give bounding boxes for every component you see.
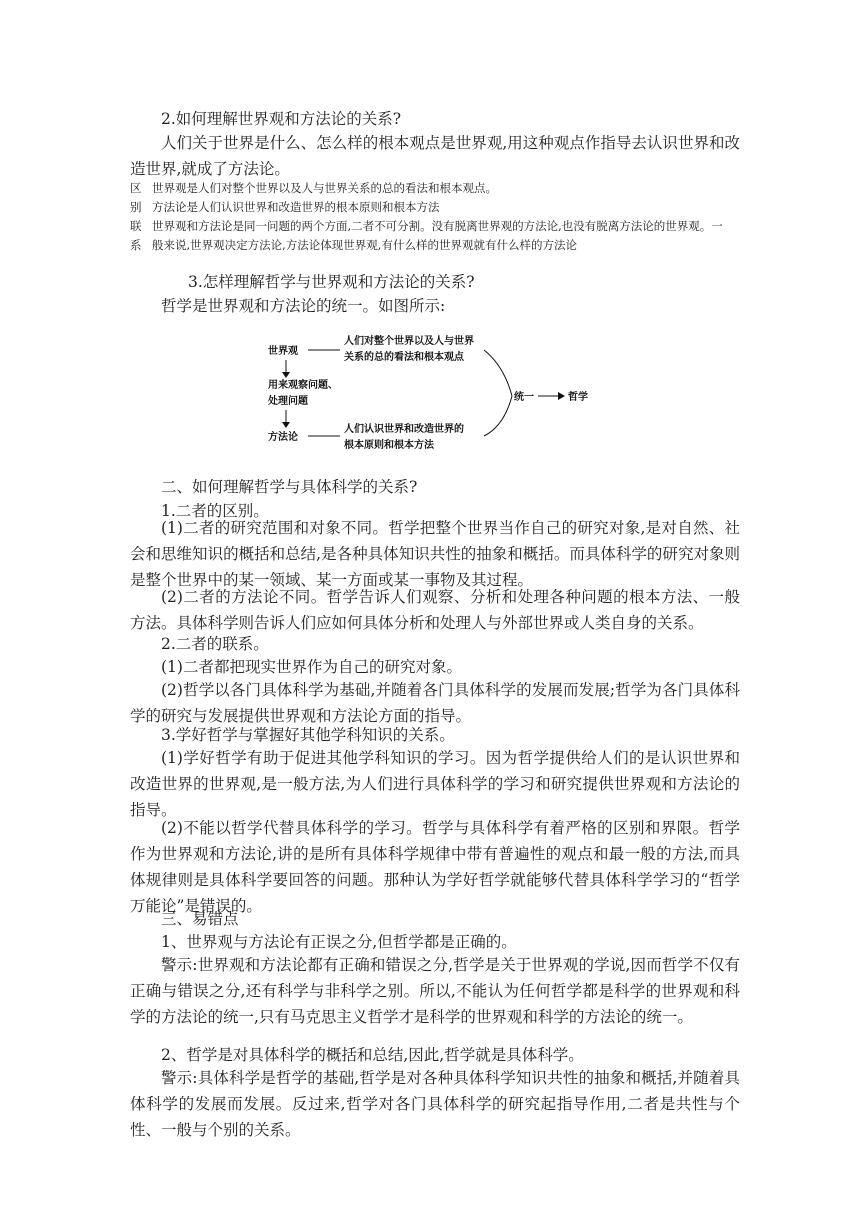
- diagram-use-1: 用来观察问题、: [268, 380, 338, 391]
- section2-s3: 3.学好哲学与掌握好其他学科知识的关系。: [161, 726, 455, 744]
- table-row-label: 区: [130, 181, 142, 195]
- table-row: [130, 198, 740, 217]
- table-row-text: 世界观和方法论是同一问题的两个方面,二者不可分割。没有脱离世界观的方法论,也没有脱离方法论的世界观。一: [152, 219, 723, 233]
- section3-heading: 三、易错点: [161, 910, 239, 928]
- table-row-label: 系: [130, 238, 142, 252]
- diagram-arrowhead: [282, 422, 290, 428]
- table-row: [130, 217, 740, 236]
- diagram-brace-top: [484, 350, 512, 396]
- section2-s2: 2.二者的联系。: [161, 635, 269, 653]
- philosophy-diagram: [262, 326, 602, 458]
- section2-s3-p1: (1)学好哲学有助于促进其他学科知识的学习。因为哲学提供给人们的是认识世界和改造世界的世界观,是一般方法,为人们进行具体科学的学习和研究提供世界观和方法论的指导。: [130, 749, 740, 819]
- section2-s1: 1.二者的区别。: [161, 502, 269, 520]
- section2-s2-p1: (1)二者都把现实世界作为自己的研究对象。: [161, 658, 462, 676]
- table-row-label: 联: [130, 219, 142, 233]
- diagram-arrowhead: [558, 392, 565, 400]
- diagram-brace-bottom: [484, 396, 512, 436]
- q2-body: 人们关于世界是什么、怎么样的根本观点是世界观,用这种观点作指导去认识世界和改造世界,就成了方法论。: [130, 134, 740, 178]
- table-row-text: 世界观是人们对整个世界以及人与世界关系的总的看法和根本观点。: [152, 181, 497, 195]
- section2-s2-p2: (2)哲学以各门具体科学为基础,并随着各门具体科学的发展而发展;哲学为各门具体科学的研究与发展提供世界观和方法论方面的指导。: [130, 681, 740, 725]
- q2-title: 2.如何理解世界观和方法论的关系?: [161, 110, 402, 128]
- section2-heading: 二、如何理解哲学与具体科学的关系?: [161, 478, 418, 496]
- table-row: [130, 179, 740, 198]
- diagram-worldview: 世界观: [268, 346, 298, 357]
- diagram-methodology: 方法论: [268, 432, 298, 443]
- diagram-unity: 统一: [514, 392, 534, 403]
- section2-s1-p2: (2)二者的方法论不同。哲学告诉人们观察、分析和处理各种问题的根本方法、一般方法。具体科学则告诉人们应如何具体分析和处理人与外部世界或人类自身的关系。: [130, 588, 740, 632]
- diagram-use-2: 处理问题: [268, 396, 308, 407]
- diagram-arrowhead: [282, 372, 290, 378]
- section2-s3-p2: (2)不能以哲学代替具体科学的学习。哲学与具体科学有着严格的区别和界限。哲学作为世界观和方法论,讲的是所有具体科学规律中带有普遍性的观点和最一般的方法,而具体规律则是具体科学要回答的问题。那种认为学好哲学就能够代替具体科学学习的“哲学万能论”是错误的。: [130, 819, 740, 915]
- table-row-label: 别: [130, 200, 142, 214]
- table-row: [130, 236, 740, 255]
- section3-e2-warn: 警示:具体科学是哲学的基础,哲学是对各种具体科学知识共性的抽象和概括,并随着具体科学的发展而发展。反过来,哲学对各门具体科学的研究起指导作用,二者是共性与个性、一般与个别的关系。: [130, 1069, 740, 1139]
- diagram-philosophy: 哲学: [568, 392, 588, 403]
- section3-e1: 1、世界观与方法论有正误之分,但哲学都是正确的。: [161, 933, 517, 951]
- table-row-text: 般来说,世界观决定方法论,方法论体现世界观,有什么样的世界观就有什么样的方法论: [152, 238, 577, 252]
- q3-body: 哲学是世界观和方法论的统一。如图所示:: [161, 297, 446, 315]
- diagram-method-desc-1: 人们认识世界和改造世界的: [344, 424, 464, 435]
- diagram-worldview-desc-2: 关系的总的看法和根本观点: [344, 352, 464, 363]
- diagram-worldview-desc-1: 人们对整个世界以及人与世界: [344, 336, 474, 347]
- section3-e2: 2、哲学是对具体科学的概括和总结,因此,哲学就是具体科学。: [161, 1046, 584, 1064]
- section3-e1-warn: 警示:世界观和方法论都有正确和错误之分,哲学是关于世界观的学说,因而哲学不仅有正确与错误之分,还有科学与非科学之别。所以,不能认为任何哲学都是科学的世界观和科学的方法论的统一,只有马克思主义哲学才是科学的世界观和科学的方法论的统一。: [130, 956, 740, 1026]
- diagram-method-desc-2: 根本原则和根本方法: [344, 440, 434, 451]
- section2-s1-p1: (1)二者的研究范围和对象不同。哲学把整个世界当作自己的研究对象,是对自然、社会和思维知识的概括和总结,是各种具体知识共性的抽象和概括。而具体科学的研究对象则是整个世界中的某一领域、某一方面或某一事物及其过程。: [130, 519, 740, 589]
- table-row-text: 方法论是人们认识世界和改造世界的根本原则和根本方法: [152, 200, 440, 214]
- q3-title: 3.怎样理解哲学与世界观和方法论的关系?: [188, 273, 475, 291]
